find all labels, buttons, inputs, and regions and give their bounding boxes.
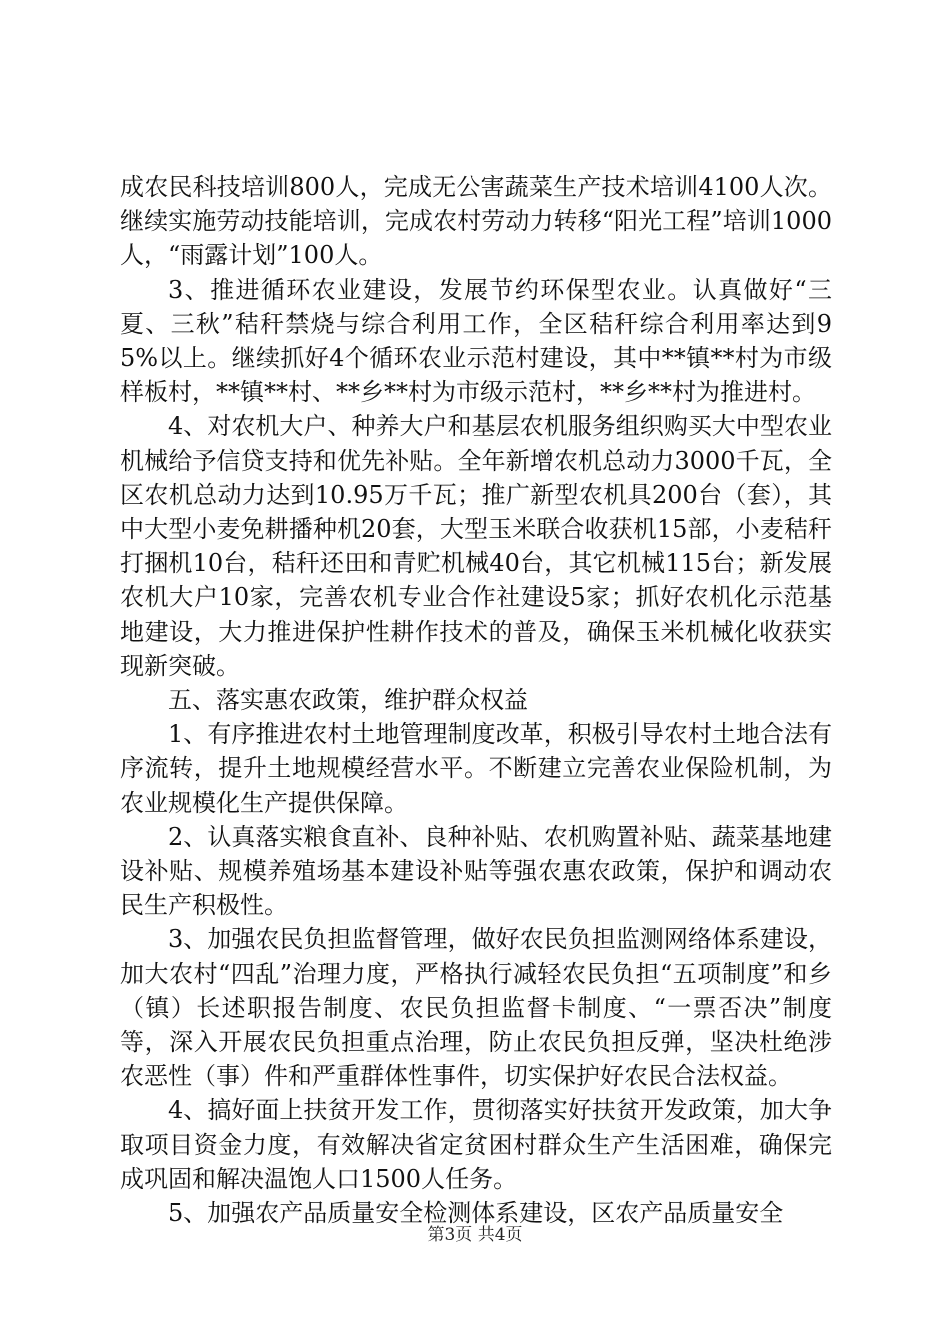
paragraph-2: 3、推进循环农业建设，发展节约环保型农业。认真做好“三夏、三秋”秸秆禁烧与综合利用工作，全区秸秆综合利用率达到95%以上。继续抓好4个循环农业示范村建设，其中**镇**村为市级样板村，**镇**村、**乡**村为市级示范村，**乡**村为推进村。 [120, 275, 832, 407]
paragraph-9: 5、加强农产品质量安全检测体系建设，区农产品质量安全 [168, 1199, 784, 1228]
page-footer: 第3页 共4页 [427, 1225, 523, 1245]
paragraph-6: 2、认真落实粮食直补、良种补贴、农机购置补贴、蔬菜基地建设补贴、规模养殖场基本建设补贴等强农惠农政策，保护和调动农民生产积极性。 [120, 822, 832, 920]
paragraph-5: 1、有序推进农村土地管理制度改革，积极引导农村土地合法有序流转，提升土地规模经营水平。不断建立完善农业保险机制，为农业规模化生产提供保障。 [120, 720, 832, 817]
paragraph-8: 4、搞好面上扶贫开发工作，贯彻落实好扶贫开发政策，加大争取项目资金力度，有效解决省定贫困村群众生产生活困难，确保完成巩固和解决温饱人口1500人任务。 [120, 1096, 832, 1193]
paragraph-3: 4、对农机大户、种养大户和基层农机服务组织购买大中型农业机械给予信贷支持和优先补贴。全年新增农机总动力3000千瓦，全区农机总动力达到10.95万千瓦；推广新型农机具200台（套），其中大型小麦免耕播种机20套，大型玉米联合收获机15部，小麦秸秆打捆机10台，秸秆还田和青贮机械40台，其它机械115台；新发展农机大户10家，完善农机专业合作社建设5家；抓好农机化示范基地建设，大力推进保护性耕作技术的普及，确保玉米机械化收获实现新突破。 [120, 412, 832, 680]
paragraph-7: 3、加强农民负担监督管理，做好农民负担监测网络体系建设，加大农村“四乱”治理力度，严格执行减轻农民负担“五项制度”和乡（镇）长述职报告制度、农民负担监督卡制度、“一票否决”制度等，深入开展农民负担重点治理，防止农民负担反弹，坚决杜绝涉农恶性（事）件和严重群体性事件，切实保护好农民合法权益。 [120, 925, 832, 1091]
paragraph-1: 成农民科技培训800人，完成无公害蔬菜生产技术培训4100人次。继续实施劳动技能培训，完成农村劳动力转移“阳光工程”培训1000人，“雨露计划”100人。 [120, 173, 832, 270]
section-heading: 五、落实惠农政策，维护群众权益 [168, 686, 528, 715]
document-body [120, 170, 832, 1230]
